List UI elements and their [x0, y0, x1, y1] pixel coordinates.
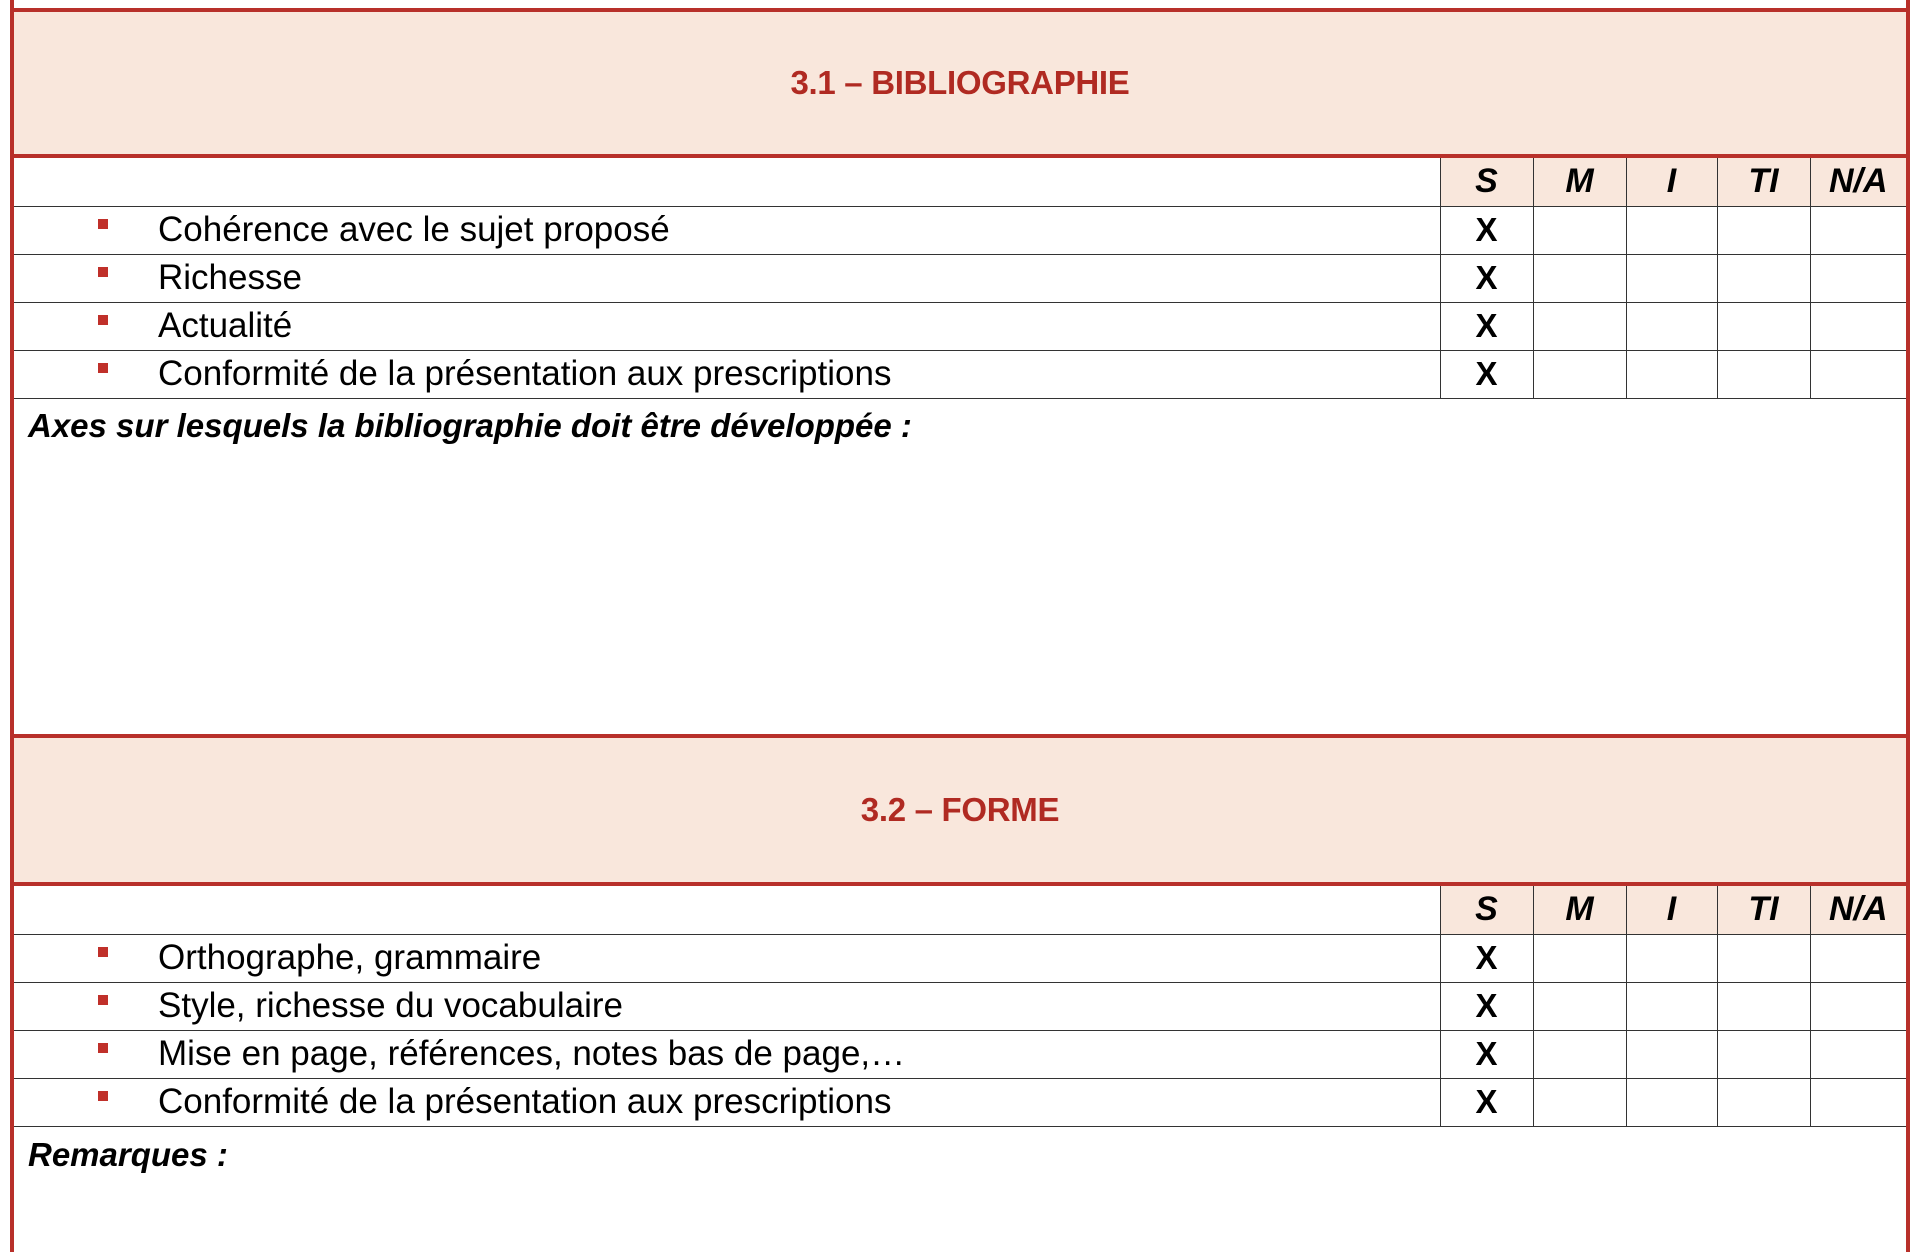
- rating-cell-na[interactable]: [1810, 982, 1906, 1030]
- evaluation-table-bibliographie: [14, 158, 1906, 399]
- table-row: [14, 302, 1906, 350]
- rating-cell-na[interactable]: [1810, 1078, 1906, 1126]
- square-bullet-icon: [98, 219, 108, 229]
- comment-area-forme[interactable]: [14, 1130, 1906, 1252]
- square-bullet-icon: [98, 315, 108, 325]
- column-header-ti: TI: [1717, 886, 1810, 934]
- criterion-cell: [14, 350, 1440, 398]
- square-bullet-icon: [98, 267, 108, 277]
- square-bullet-icon: [98, 995, 108, 1005]
- column-header-s: S: [1440, 158, 1533, 206]
- criterion-label: Mise en page, références, notes bas de page,…: [158, 1034, 906, 1073]
- criterion-cell: [14, 1030, 1440, 1078]
- column-header-i: I: [1626, 886, 1717, 934]
- criterion-cell: [14, 254, 1440, 302]
- rating-cell-m[interactable]: [1533, 350, 1626, 398]
- rating-cell-s[interactable]: X: [1440, 254, 1533, 302]
- criterion-cell: [14, 302, 1440, 350]
- rating-cell-s[interactable]: X: [1440, 302, 1533, 350]
- rating-cell-m[interactable]: [1533, 1078, 1626, 1126]
- rating-cell-s[interactable]: X: [1440, 982, 1533, 1030]
- rating-cell-na[interactable]: [1810, 1030, 1906, 1078]
- criterion-label: Richesse: [158, 258, 302, 297]
- section-title: 3.2 – FORME: [860, 791, 1060, 828]
- rating-cell-ti[interactable]: [1717, 206, 1810, 254]
- column-header-na: N/A: [1810, 886, 1906, 934]
- column-header-ti: TI: [1717, 158, 1810, 206]
- rating-cell-ti[interactable]: [1717, 1030, 1810, 1078]
- rating-cell-m[interactable]: [1533, 1030, 1626, 1078]
- rating-cell-i[interactable]: [1626, 302, 1717, 350]
- square-bullet-icon: [98, 1043, 108, 1053]
- column-header-s: S: [1440, 886, 1533, 934]
- criterion-label: Style, richesse du vocabulaire: [158, 986, 623, 1025]
- rating-cell-s[interactable]: X: [1440, 1078, 1533, 1126]
- rating-cell-ti[interactable]: [1717, 982, 1810, 1030]
- table-header-row: [14, 158, 1906, 206]
- column-header-i: I: [1626, 158, 1717, 206]
- table-header-row: [14, 886, 1906, 934]
- section-header-bibliographie: [14, 12, 1906, 154]
- column-header-na: N/A: [1810, 158, 1906, 206]
- rating-cell-na[interactable]: [1810, 254, 1906, 302]
- rating-cell-na[interactable]: [1810, 934, 1906, 982]
- header-empty-cell: [14, 158, 1440, 206]
- criterion-label: Orthographe, grammaire: [158, 938, 542, 977]
- table-row: [14, 1078, 1906, 1126]
- rating-cell-s[interactable]: X: [1440, 1030, 1533, 1078]
- rating-cell-m[interactable]: [1533, 982, 1626, 1030]
- criterion-label: Cohérence avec le sujet proposé: [158, 210, 670, 249]
- criterion-cell: [14, 206, 1440, 254]
- comment-area-bibliographie[interactable]: [14, 402, 1906, 736]
- criterion-cell: [14, 1078, 1440, 1126]
- rating-cell-ti[interactable]: [1717, 254, 1810, 302]
- criterion-cell: [14, 934, 1440, 982]
- comment-label-forme: Remarques :: [28, 1136, 228, 1173]
- column-header-m: M: [1533, 158, 1626, 206]
- criterion-label: Conformité de la présentation aux prescriptions: [158, 1082, 892, 1121]
- rating-cell-i[interactable]: [1626, 982, 1717, 1030]
- header-empty-cell: [14, 886, 1440, 934]
- square-bullet-icon: [98, 1091, 108, 1101]
- column-header-m: M: [1533, 886, 1626, 934]
- criterion-cell: [14, 982, 1440, 1030]
- table-row: [14, 206, 1906, 254]
- rating-cell-ti[interactable]: [1717, 302, 1810, 350]
- square-bullet-icon: [98, 363, 108, 373]
- rating-cell-na[interactable]: [1810, 350, 1906, 398]
- section-header-forme: [14, 738, 1906, 882]
- rating-cell-s[interactable]: X: [1440, 934, 1533, 982]
- square-bullet-icon: [98, 947, 108, 957]
- rating-cell-i[interactable]: [1626, 934, 1717, 982]
- table-row: [14, 1030, 1906, 1078]
- rating-cell-i[interactable]: [1626, 350, 1717, 398]
- rating-cell-na[interactable]: [1810, 302, 1906, 350]
- rating-cell-m[interactable]: [1533, 934, 1626, 982]
- table-row: [14, 254, 1906, 302]
- criterion-label: Actualité: [158, 306, 293, 345]
- rating-cell-ti[interactable]: [1717, 1078, 1810, 1126]
- rating-cell-m[interactable]: [1533, 302, 1626, 350]
- table-row: [14, 982, 1906, 1030]
- rating-cell-i[interactable]: [1626, 206, 1717, 254]
- rating-cell-i[interactable]: [1626, 254, 1717, 302]
- rating-cell-i[interactable]: [1626, 1078, 1717, 1126]
- table-row: [14, 934, 1906, 982]
- table-row: [14, 350, 1906, 398]
- evaluation-table-forme: [14, 886, 1906, 1127]
- section-title: 3.1 – BIBLIOGRAPHIE: [790, 64, 1130, 101]
- rating-cell-na[interactable]: [1810, 206, 1906, 254]
- rating-cell-s[interactable]: X: [1440, 206, 1533, 254]
- rating-cell-i[interactable]: [1626, 1030, 1717, 1078]
- rating-cell-ti[interactable]: [1717, 934, 1810, 982]
- rating-cell-ti[interactable]: [1717, 350, 1810, 398]
- rating-cell-s[interactable]: X: [1440, 350, 1533, 398]
- comment-label-bibliographie: Axes sur lesquels la bibliographie doit être développée :: [28, 407, 912, 444]
- rating-cell-m[interactable]: [1533, 254, 1626, 302]
- criterion-label: Conformité de la présentation aux prescriptions: [158, 354, 892, 393]
- rating-cell-m[interactable]: [1533, 206, 1626, 254]
